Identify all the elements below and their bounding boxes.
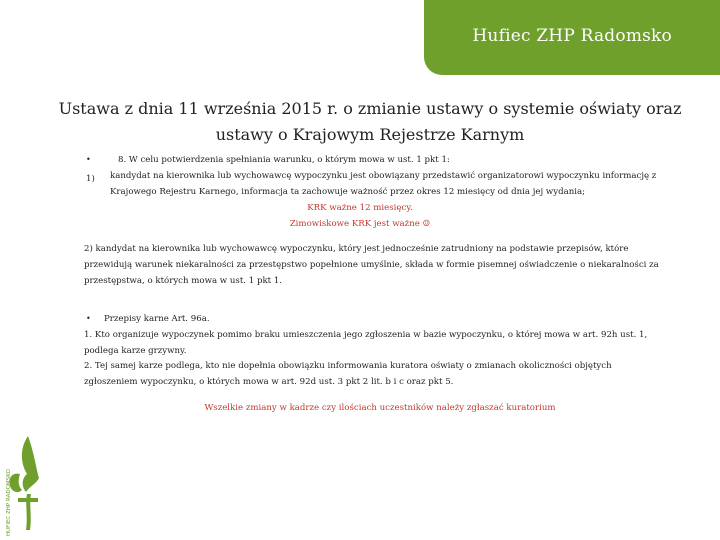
page-title [40,96,700,148]
logo-text: HUFIEC ZHP RADOMSKO [6,469,12,536]
section2-line-3: przestępstwa, o których mowa w ust. 1 pkt 1. [84,276,283,286]
bullet-2: • [86,314,91,323]
section1-line-1: 8. W celu potwierdzenia spełniania warunku, o którym mowa w ust. 1 pkt 1: [118,155,450,165]
section1-line-2: kandydat na kierownika lub wychowawcę wypoczynku jest obowiązany przedstawić organizatorowi wypoczynku informację z [110,171,657,181]
section3-line-4: zgłoszeniem wypoczynku, o których mowa w art. 92d ust. 3 pkt 2 lit. b i c oraz pkt 5. [84,377,454,387]
title-line-1: Ustawa z dnia 11 września 2015 r. o zmianie ustawy o systemie oświaty oraz [58,99,682,118]
penal-heading: Przepisy karne Art. 96a. [104,314,210,324]
section2-line-2: przewidują warunek niekaralności za przestępstwo popełnione umyślnie, składa w formie pisemnej oświadczenie o niekaralności za [84,260,659,270]
section3-line-2: podlega karze grzywny. [84,346,187,356]
fleur-de-lis-icon [6,434,42,538]
bullet-1: • [86,155,91,164]
section1-line-3: Krajowego Rejestru Karnego, informacja ta zachowuje ważność przez okres 12 miesięcy od dnia jej wydania; [110,187,585,197]
title-line-2: ustawy o Krajowym Rejestrze Karnym [215,125,525,144]
section3-line-3: 2. Tej samej karze podlega, kto nie dopełnia obowiązku informowania kuratora oświaty o zmianach okoliczności objętych [84,361,612,371]
list-number-1: 1) [86,174,95,184]
section3-line-1: 1. Kto organizuje wypoczynek pomimo braku umieszczenia jego zgłoszenia w bazie wypoczynku, o której mowa w art. 92h ust. 1, [84,330,648,340]
footer-note: Wszelkie zmiany w kadrze czy ilościach uczestników należy zgłaszać kuratorium [204,403,556,413]
org-name: Hufiec ZHP Radomsko [472,26,672,46]
krk-note-2: Zimowiskowe KRK jest ważne ☺ [289,219,431,229]
krk-note-1: KRK ważne 12 miesięcy. [307,203,413,213]
org-badge [424,0,720,75]
section2-line-1: 2) kandydat na kierownika lub wychowawcę wypoczynku, który jest jednocześnie zatrudniony na podstawie przepisów, które [84,244,629,254]
